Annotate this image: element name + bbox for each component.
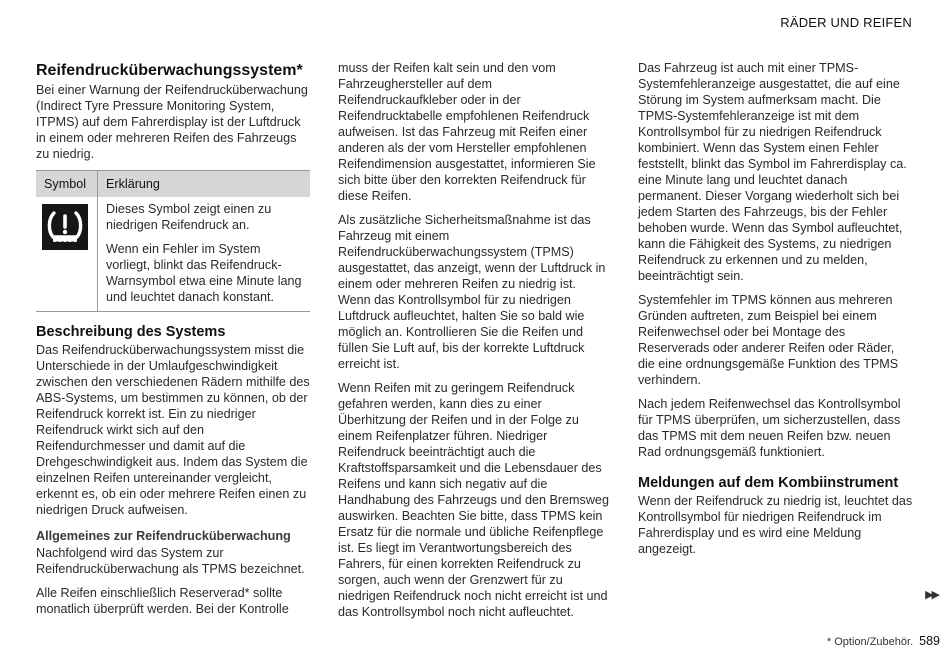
description-paragraph: Das Reifendrucküberwachungssystem misst die Unterschiede in der Umlaufgeschwindigkeit zwischen den verschiedenen Rädern mithilfe des ABS-Systems, um bestimmen zu können, ob der Reifendruck korrekt ist. Ein zu niedriger Reifendruck wirkt sich auf den Reifendurchmesser und damit auf die Drehgeschwindigkeit aus. Indem das System die einzelnen Reifen untereinander vergleicht, erkennt es, ob ein oder mehrere Reifen einen zu niedrigen Druck aufweisen. [36,343,310,517]
paragraph: Wenn Reifen mit zu geringem Reifendruck gefahren werden, kann dies zu einer Überhitzung der Reifen und in der Folge zu einem Reifenplatzer führen. Niedriger Reifendruck beeinträchtigt auch die Kraftstoffsparsamkeit und die Lebensdauer des Reifens und kann sich negativ auf die Handhabung des Fahrzeugs und den Bremsweg auswirken. Beachten Sie bitte, dass TPMS kein Ersatz für die normale und übliche Reifenpflege ist. Es liegt im Verantwortungsbereich des Fahrers, für einen korrekten Reifendruck zu sorgen, auch wenn der Grenzwert für zu niedrigen Reifendruck noch nicht erreicht ist und das Kontrollsymbol noch nicht aufleuchtet. [338,381,609,619]
column-3 [638,60,913,565]
paragraph: muss der Reifen kalt sein und den vom Fahrzeughersteller auf dem Reifendruckaufkleber oder in der Reifendrucktabelle empfohlenen Reifendruck aufweisen. Ist das Fahrzeug mit Reifen einer anderen als der vom Hersteller empfohlenen Reifendimension ausgestattet, informieren Sie sich bitte über den korrekten Reifendruck für diese Reifen. [338,61,596,203]
continue-arrow-icon: ▶▶ [925,589,938,601]
table-header-explanation: Erklärung [98,171,311,198]
paragraph: Wenn der Reifendruck zu niedrig ist, leuchtet das Kontrollsymbol für niedrigen Reifendruck im Fahrerdisplay und es wird eine Meldung angezeigt. [638,494,913,556]
tire-pressure-warning-icon [42,204,88,250]
symbol-cell [36,197,98,312]
intro-paragraph: Bei einer Warnung der Reifendrucküberwachung (Indirect Tyre Pressure Monitoring System, ITPMS) auf dem Fahrerdisplay ist der Luftdruck in einem oder mehreren Reifen des Fahrzeugs zu niedrig. [36,83,308,161]
page-number: 589 [919,634,940,648]
section-title: RÄDER UND REIFEN [780,15,912,30]
column-1 [36,60,310,625]
column-2 [338,60,610,628]
general-paragraph-1: Nachfolgend wird das System zur Reifendrucküberwachung als TPMS bezeichnet. [36,546,305,576]
explanation-text: Wenn ein Fehler im System vorliegt, blinkt das Reifendruck-Warnsymbol etwa eine Minute lang und leuchtet danach konstant. [106,242,302,304]
paragraph: Das Fahrzeug ist auch mit einer TPMS-Systemfehleranzeige ausgestattet, die auf eine Störung im System aufmerksam macht. Die TPMS-Systemfehleranzeige ist mit dem Kontrollsymbol für zu niedrigen Reifendruck kombiniert. Wenn das System einen Fehler feststellt, blinkt das Symbol im Fahrerdisplay ca. eine Minute lang und leuchtet danach permanent. Dieser Vorgang wiederholt sich bei jedem Starten des Fahrzeugs, bis der Fehler behoben wurde. Wenn das Symbol aufleuchtet, kann die Fähigkeit des Systems, zu niedrigen Reifendruck zu erkennen und zu melden, beeinträchtigt sein. [638,61,907,283]
heading-system-description: Beschreibung des Systems [36,324,226,340]
paragraph: Systemfehler im TPMS können aus mehreren Gründen auftreten, zum Beispiel bei einem Reifenwechsel oder bei Montage des Reserverads oder anderer Reifen oder Räder, die eine ordnungsgemäße Funktion des TPMS verhindern. [638,293,899,387]
heading-messages: Meldungen auf dem Kombiinstrument [638,475,899,491]
footnote: * Option/Zubehör. [826,636,914,648]
subheading-general: Allgemeines zur Reifendrucküberwachung [36,529,291,543]
symbol-table [36,170,310,312]
page-title: Reifendrucküberwachungssystem* [36,62,303,79]
paragraph: Nach jedem Reifenwechsel das Kontrollsymbol für TPMS überprüfen, um sicherzustellen, dass das TPMS mit dem neuen Reifen bzw. neuen Rad ordnungsgemäß funktioniert. [638,397,901,459]
table-row [36,197,310,312]
explanation-cell [98,197,311,312]
explanation-text: Dieses Symbol zeigt einen zu niedrigen Reifendruck an. [106,202,272,232]
table-header-row [36,171,310,198]
table-header-symbol: Symbol [36,171,98,198]
general-paragraph-2: Alle Reifen einschließlich Reserverad* sollte monatlich überprüft werden. Bei der Kontrolle [36,586,289,616]
page-footer [827,634,940,648]
paragraph: Als zusätzliche Sicherheitsmaßnahme ist das Fahrzeug mit einem Reifendrucküberwachungssystem (TPMS) ausgestattet, das anzeigt, wenn der Luftdruck in einem oder mehreren Reifen zu niedrig ist. Wenn das Kontrollsymbol für zu niedrigen Luftdruck aufleuchtet, halten Sie so bald wie möglich an. Kontrollieren Sie die Reifen und füllen Sie Luft auf, bis der korrekte Luftdruck erreicht ist. [338,213,606,371]
